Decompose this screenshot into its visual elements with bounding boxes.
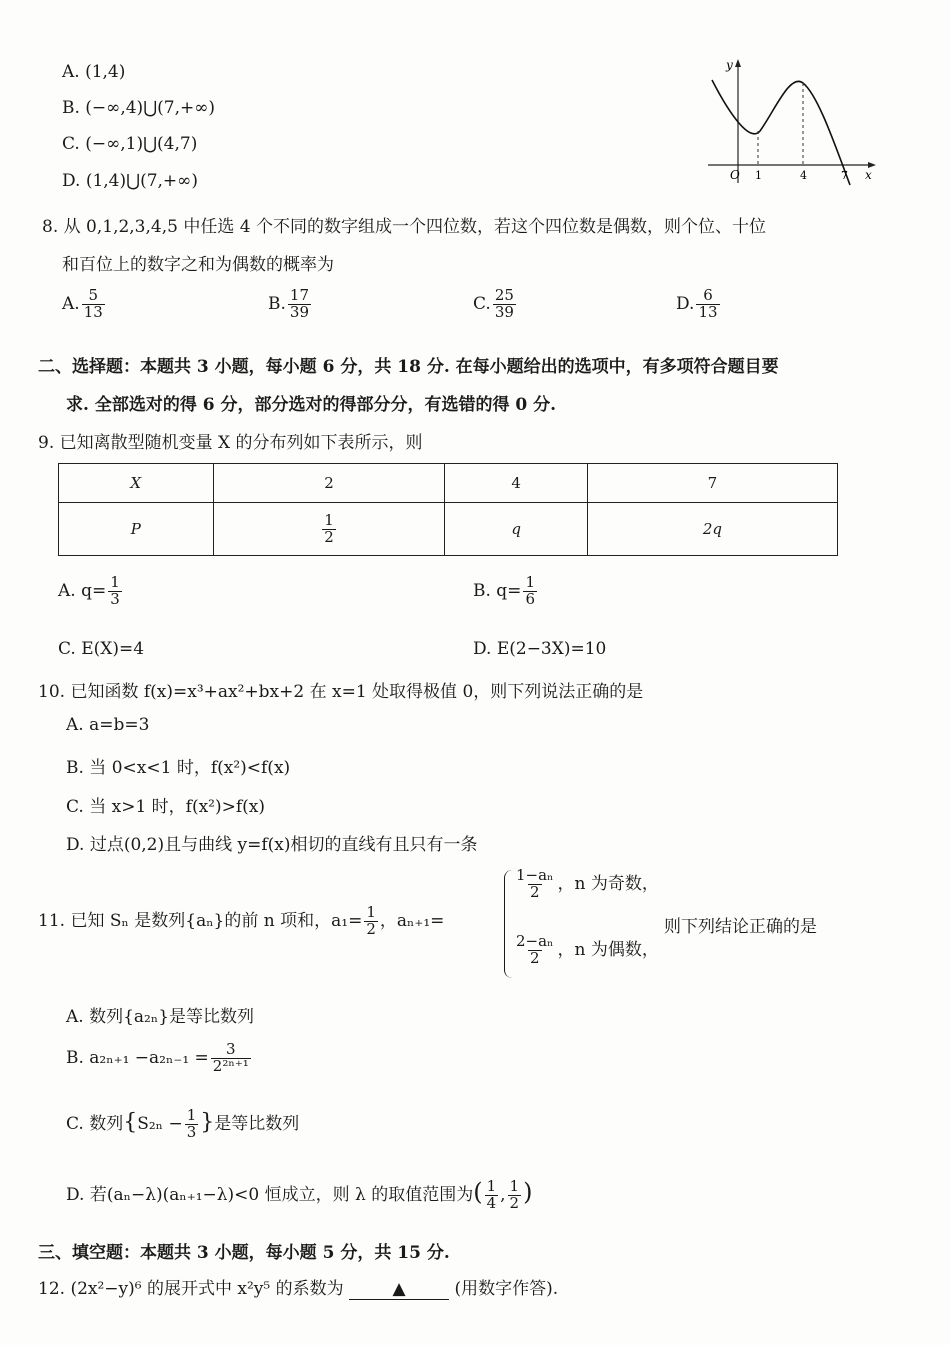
q7-option-d: D. (1,4)⋃(7,+∞) [62,171,198,191]
tick-1: 1 [755,169,762,182]
tick-4: 4 [800,169,807,182]
q10-stem: 10. 已知函数 f(x)=x³+ax²+bx+2 在 x=1 处取得极值 0，则下列说法正确的是 [38,682,644,702]
tick-7: 7 [841,169,848,182]
q11-option-a: A. 数列{a₂ₙ}是等比数列 [66,1007,255,1027]
table-row [59,464,838,503]
q8-option-b: B. $\frac{17}{39}$ [268,286,309,321]
table-cell: P [59,503,214,556]
q9-option-c: C. E(X)=4 [58,639,145,659]
q7-option-a: A. (1,4) [62,62,126,82]
q8-option-a: A. $\frac{5}{13}$ [62,286,103,321]
y-label: y [726,58,733,72]
q8-stem-line2: 和百位上的数字之和为偶数的概率为 [62,255,334,275]
q11-option-d: D. 若(aₙ−λ)(aₙ₊₁−λ)<0 恒成立，则 λ 的取值范围为( $\frac{1}{4}$ , $\frac{1}{2}$ ) [66,1177,533,1212]
table-row [59,503,838,556]
table-cell: q [445,503,587,556]
q11-stem: 11. 已知 Sₙ 是数列{aₙ}的前 n 项和，a₁= $\frac{1}{2}$ ，aₙ₊₁= [38,903,445,938]
table-cell: 7 [587,464,837,503]
q12-stem: 12. (2x²−y)⁶ 的展开式中 x²y⁵ 的系数为 ▲ (用数字作答). [38,1279,559,1299]
q9-option-d: D. E(2−3X)=10 [473,639,607,659]
table-cell: 4 [445,464,587,503]
table-cell: 2q [587,503,837,556]
q8-stem-line1: 8. 从 0,1,2,3,4,5 中任选 4 个不同的数字组成一个四位数，若这个四位数是偶数，则个位、十位 [42,217,766,237]
origin-label: O [730,168,740,182]
q9-option-b: B. q= $\frac{1}{6}$ [473,573,535,608]
table-cell: X [59,464,214,503]
q11-option-c: C. 数列{S₂ₙ − $\frac{1}{3}$ }是等比数列 [66,1106,300,1141]
q8-option-d: D. $\frac{6}{13}$ [676,286,718,321]
q7-option-c: C. (−∞,1)⋃(4,7) [62,134,198,154]
section3-title: 三、填空题：本题共 3 小题，每小题 5 分，共 15 分. [38,1243,450,1263]
q8-option-c: C. $\frac{25}{39}$ [473,286,514,321]
y-axis-arrow [735,59,741,67]
q10-option-d: D. 过点(0,2)且与曲线 y=f(x)相切的直线有且只有一条 [66,835,478,855]
q11-case1: $\frac{\text{1−aₙ}}{2}$ ，n 为奇数， [516,866,659,901]
triangle-icon: ▲ [392,1279,406,1299]
distribution-table [58,463,838,556]
q10-option-c: C. 当 x>1 时，f(x²)>f(x) [66,797,266,817]
x-label: x [865,168,872,182]
function-graph [700,55,880,190]
answer-blank[interactable] [349,1279,449,1300]
q7-option-b: B. (−∞,4)⋃(7,+∞) [62,98,216,118]
q9-option-a: A. q= $\frac{1}{3}$ [58,573,120,608]
table-cell: 2 [213,464,445,503]
q10-option-a: A. a=b=3 [66,715,150,735]
q11-option-b: B. a₂ₙ₊₁ −a₂ₙ₋₁ = $\frac{3}{\text{2²ⁿ⁺¹}}$ [66,1040,249,1075]
q11-stem-post: 则下列结论正确的是 [664,917,817,937]
q11-case2: $\frac{\text{2−aₙ}}{2}$ ，n 为偶数， [516,932,659,967]
section2-line2: 求. 全部选对的得 6 分，部分选对的得部分分，有选错的得 0 分. [66,395,557,415]
section2-line1: 二、选择题：本题共 3 小题，每小题 6 分，共 18 分. 在每小题给出的选项中，有多项符合题目要 [38,357,779,377]
q9-stem: 9. 已知离散型随机变量 X 的分布列如下表所示，则 [38,433,423,453]
table-cell: $\frac{1}{2}$ [213,503,445,556]
q10-option-b: B. 当 0<x<1 时，f(x²)<f(x) [66,758,291,778]
